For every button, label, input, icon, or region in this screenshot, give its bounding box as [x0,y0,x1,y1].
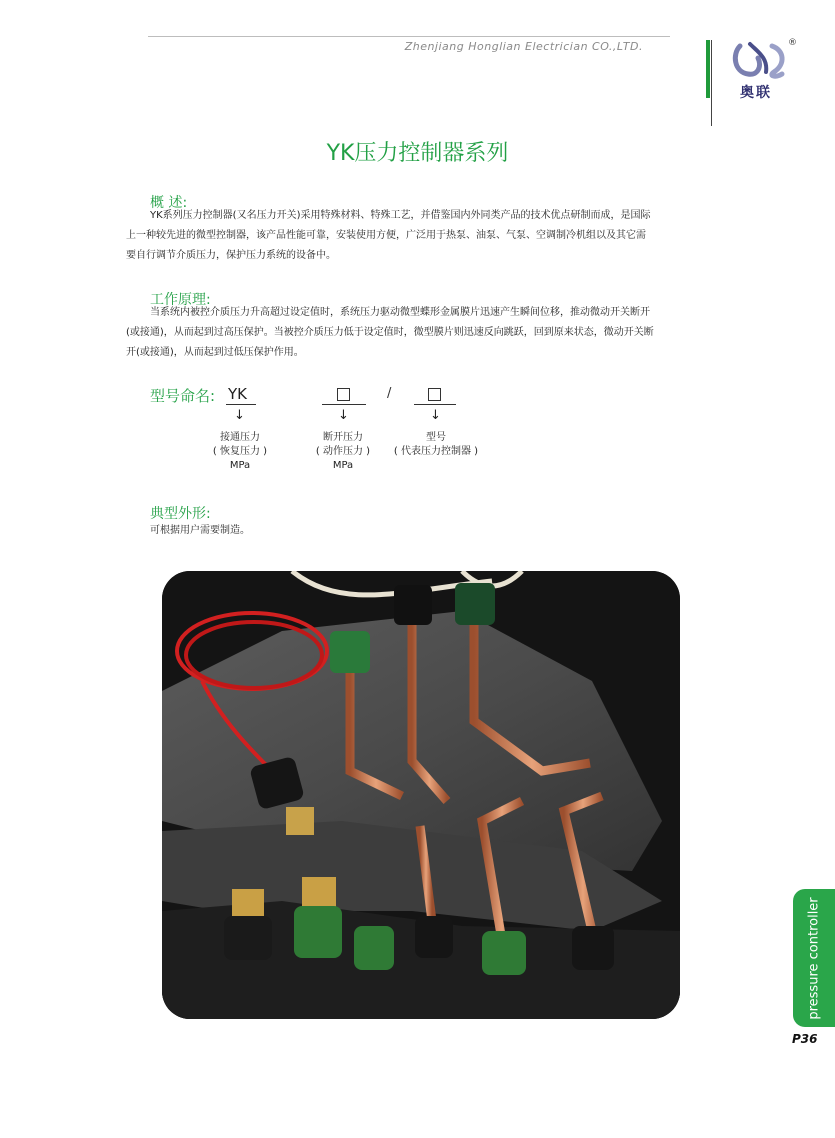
arrow-down-icon: ↓ [338,408,349,423]
principle-line-3: 开(或接通)，从而起到过低压保护作用。 [126,347,304,358]
model-underline-1 [226,404,256,405]
caption-model-type: 型号 ( 代表压力控制器 ) [393,432,479,457]
header-divider [148,36,670,37]
caption-on-pressure: 接通压力 ( 恢复压力 ) MPa [212,432,268,471]
overview-paragraph [126,206,714,266]
model-underline-3 [414,404,456,405]
arrow-down-icon: ↓ [234,408,245,423]
page-number: P36 [792,1032,818,1046]
overview-line-1: YK系列压力控制器(又名压力开关)采用特殊材料、特殊工艺，并借鉴国内外同类产品的技术优点研制而成，是国际 [150,210,651,221]
overview-heading: 概 述: [150,195,188,211]
overview-line-2: 上一种较先进的微型控制器，该产品性能可靠，安装使用方便，广泛用于热泵、油泵、气泵、空调制冷机组以及其它需 [126,230,646,241]
registered-mark: ® [788,38,797,48]
pressure-controller-photo-illustration [162,571,680,1019]
appearance-heading: 典型外形: [150,506,211,522]
product-photo [162,571,680,1019]
model-underline-2 [322,404,366,405]
model-separator: / [387,386,392,401]
principle-line-1: 当系统内被控介质压力升高超过设定值时，系统压力驱动微型蝶形金属膜片迅速产生瞬间位移，推动微动开关断开 [150,307,650,318]
arrow-down-icon: ↓ [430,408,441,423]
header-accent-bar [706,40,710,98]
model-naming-label: 型号命名: [150,387,216,405]
principle-paragraph [126,303,714,363]
overview-line-3: 要自行调节介质压力，保护压力系统的设备中。 [126,250,336,261]
appearance-note: 可根据用户需要制造。 [150,525,250,536]
page-title: YK压力控制器系列 [326,141,509,166]
model-prefix: YK [228,385,247,403]
brand-logo-text: 奥联 [740,85,772,101]
principle-heading: 工作原理: [150,292,211,308]
header-vertical-rule [711,40,712,126]
principle-line-2: (或接通)，从而起到过高压保护。当被控介质压力低于设定值时，微型膜片则迅速反向跳跃，回到原来状态，微动开关断 [126,327,654,338]
section-side-tab [793,889,835,1027]
company-name: Zhenjiang Honglian Electrician CO.,LTD. [404,40,643,53]
model-box-1 [337,388,350,401]
model-box-2 [428,388,441,401]
side-tab-label: pressure controller [806,896,822,1020]
caption-off-pressure: 断开压力 ( 动作压力 ) MPa [315,432,371,471]
